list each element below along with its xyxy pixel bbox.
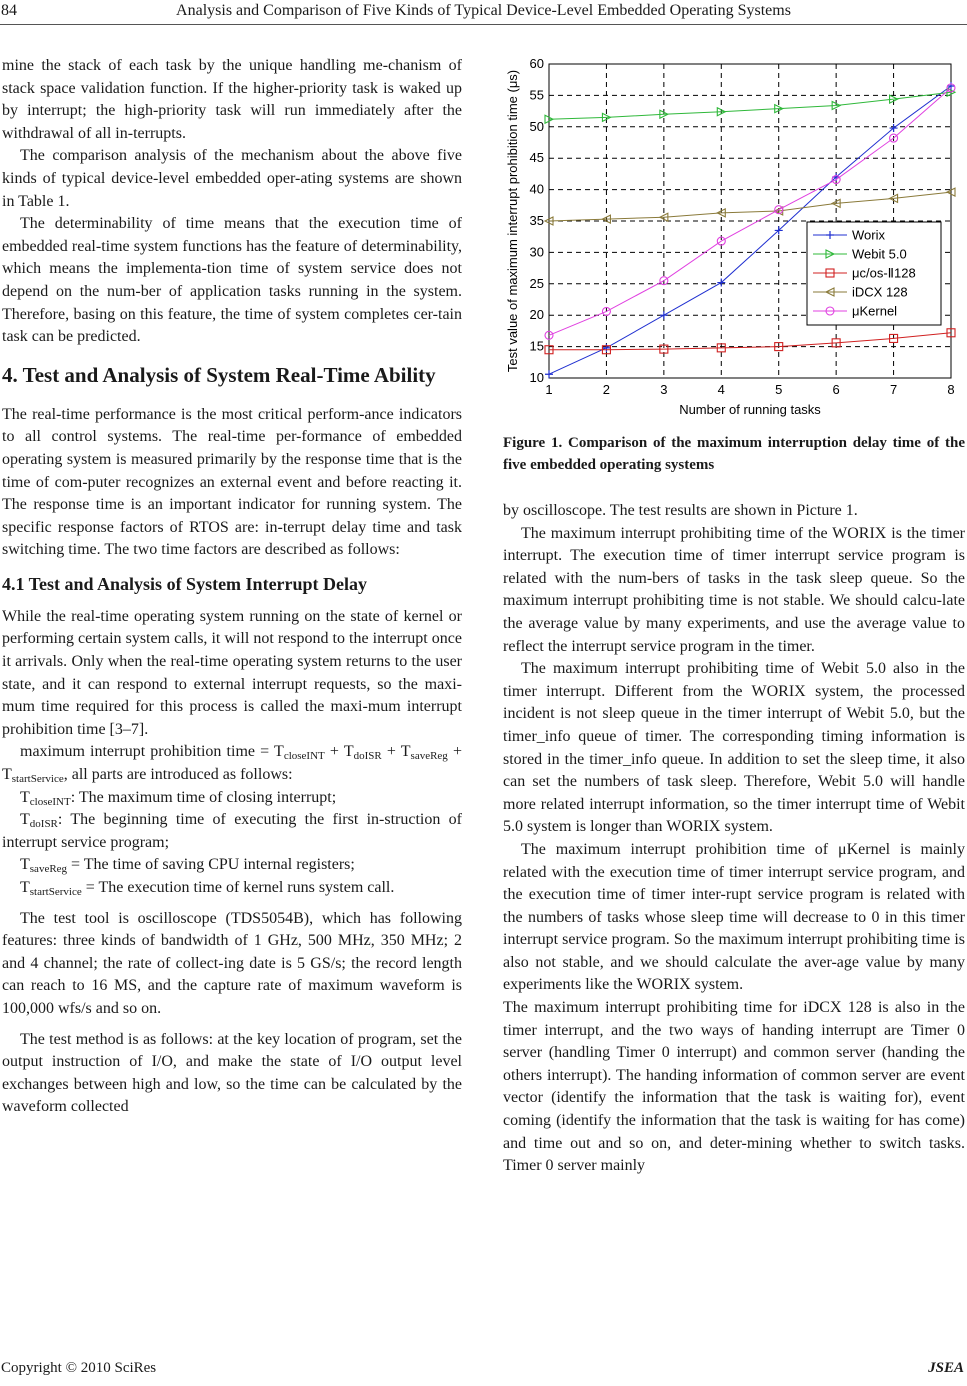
x-tick-label: 1 (545, 382, 553, 397)
y-tick-label: 60 (529, 56, 544, 71)
series-line (549, 333, 951, 350)
page-number: 84 (1, 2, 17, 19)
x-axis-label: Number of running tasks (679, 402, 821, 417)
y-tick-label: 45 (529, 150, 544, 166)
y-axis-label: Test value of maximum interrupt prohibition time (μs) (505, 69, 520, 373)
y-tick-label: 50 (529, 118, 544, 134)
right-paragraph-4: The maximum interrupt prohibition time of μKernel is mainly related with the execution time of timer interrupt service program, and the execution time of timer inter-rupt service program is related with the numbers of tasks whose sleep time will decrease to 0 in this timer interrupt service program. So the maximum interrupt prohibiting time is also not stable, and we should calculate the aver-age value by many experiments like the WORIX system. (503, 840, 965, 994)
y-tick-label: 20 (529, 307, 544, 323)
left-paragraph-1: mine the stack of each task by the unique handling me-chanism of stack space validation function. If the higher-priority task is waked up by interrupt; the high-priority task will run immediately after the withdrawal of all in-terrupts. (2, 57, 462, 142)
data-point (545, 370, 553, 378)
chart-legend (807, 222, 941, 325)
right-paragraph-2: The maximum interrupt prohibiting time of the WORIX is the timer interrupt. The execution time of timer interrupt service program is related with the num-bers of tasks in the task sleep queue. So the maximum interrupt prohibiting time is not stable. We should calcu-late the average value by many experiments, and use the average value to reflect the interrupt service program in the timer. (503, 524, 965, 655)
subsection-heading: 4.1 Test and Analysis of System Interrupt Delay (2, 573, 368, 594)
legend-label: Worix (852, 227, 885, 243)
legend-label: Webit 5.0 (852, 246, 907, 262)
right-paragraph-5: The maximum interrupt prohibiting time for iDCX 128 is also in the timer interrupt, and the two ways of handing interrupt are Timer 0 server (handling Timer 0 interrupt) and common server (handing the others interrupt). The handing information of common server are event vector (identify the information that the task is waiting for), event coming (identify the information that the task is waiting for has come) and time out and so on, and deter-mining whether to switch tasks. Timer 0 server mainly (503, 999, 965, 1175)
y-tick-label: 35 (529, 213, 544, 228)
x-tick-label: 6 (832, 382, 840, 397)
y-tick-label: 10 (529, 370, 544, 385)
x-tick-label: 4 (717, 382, 725, 397)
left-paragraph-3: The determinability of time means that the execution time of embedded real-time system functions has the feature of determinability, which means the implementa-tion time of system service does not depend on the num-ber of application tasks running in the system. Therefore, basing on this feature, the time of system completes cer-tain task can be predicted. (2, 215, 462, 346)
page-header (0, 0, 967, 22)
y-tick-label: 40 (529, 181, 544, 197)
definition-closeint: $T_{closeINT}$: The maximum time of closing interrupt; (20, 788, 337, 808)
legend-label: μc/os-Ⅱ128 (852, 265, 916, 281)
figure-1 (503, 52, 965, 422)
figure-caption: Figure 1. Comparison of the maximum interruption delay time of the five embedded operating systems (503, 435, 965, 473)
x-tick-label: 3 (660, 382, 668, 397)
line-chart (503, 52, 965, 422)
x-tick-label: 5 (775, 382, 783, 397)
copyright-notice: Copyright © 2010 SciRes (1, 1360, 157, 1376)
y-tick-label: 30 (529, 244, 544, 260)
legend-label: iDCX 128 (852, 284, 908, 300)
x-tick-label: 8 (947, 382, 955, 397)
left-paragraph-2: The comparison analysis of the mechanism about the above five kinds of typical device-level embedded oper-ating systems are shown in Table 1. (2, 147, 462, 210)
left-paragraph-7: The test method is as follows: at the key location of program, set the output instruction of I/O, and make the state of I/O output level exchanges between high and low, so the time can be calculated by the waveform collected (2, 1030, 462, 1116)
right-column (503, 500, 965, 1178)
running-title: Analysis and Comparison of Five Kinds of Typical Device-Level Embedded Operating Systems (176, 2, 791, 19)
journal-name: JSEA (928, 1360, 964, 1376)
series-line (549, 192, 951, 221)
left-paragraph-5: While the real-time operating system running on the state of kernel or performing certain system calls, it will not respond to the interrupt once it arrivals. Only when the real-time operating system returns to the user state, and it can respond to external interrupt requests, so the maxi-mum time required for this process is called the maxi-mum interrupt prohibition time [3–7]. (2, 607, 462, 738)
left-column (2, 55, 462, 1119)
right-paragraph-3: The maximum interrupt prohibiting time of Webit 5.0 also in the timer interrupt. Different from the WORIX system, the processed incident is not sleep queue in the timer interrupt of Webit 5.0, but the timer_info queue of timer. The corresponding timing information is stored in the timer_info queue. In addition to set the sleep time, it also can set the numbers of task sleep. Therefore, Webit 5.0 will handle more related interrupt information, so the timer interrupt time of Webit 5.0 system is longer than WORIX system. (503, 660, 965, 836)
grid-layer (549, 64, 951, 378)
definition-savereg: $T_{saveReg}$ = The time of saving CPU internal registers; (20, 856, 355, 876)
x-tick-label: 7 (889, 382, 898, 397)
series--c-os-128 (545, 329, 955, 354)
x-tick-label: 2 (602, 382, 611, 397)
y-tick-label: 55 (529, 87, 544, 103)
y-tick-label: 15 (529, 338, 544, 354)
left-paragraph-6: The test tool is oscilloscope (TDS5054B), which has following features: three kinds of bandwidth of 1 GHz, 500 MHz, 350 MHz; 2 and 4 channel; the rate of collect-ing date is 5 GS/s; the record length can reach to 16 MS, and the capture rate of maximum waveform is 100,000 wfs/s and so on. (2, 909, 462, 1017)
definition-doisr: $T_{doISR}$: The beginning time of executing the first in-struction of interrupt service program; (2, 811, 462, 851)
legend-label: μKernel (852, 303, 898, 319)
right-paragraph-1: by oscilloscope. The test results are shown in Picture 1. (503, 502, 858, 519)
data-point (602, 344, 610, 352)
y-tick-label: 25 (529, 275, 544, 291)
page-footer (0, 1360, 967, 1382)
formula-line: maximum interrupt prohibition time = $T_{closeINT} + T_{doISR} + T_{saveReg} + T_{startService}$, all parts are introduced as follows: (2, 743, 462, 786)
definition-startservice: $T_{startService}$ = The execution time of kernel runs system call. (20, 879, 395, 898)
data-point (660, 311, 668, 319)
section-heading: 4. Test and Analysis of System Real-Time Ability (2, 362, 436, 387)
left-paragraph-4: The real-time performance is the most critical perform-ance indicators to all control systems. The real-time per-formance of embedded operating system is measured primarily by the response time that is the time of com-puter recognizes an external event and before reacting it. The response time is an important indicator for running system. The specific response factors of RTOS are: in-terrupt delay time and task switching time. The two time factors are described as follows: (2, 405, 462, 559)
header-rule (0, 24, 967, 25)
